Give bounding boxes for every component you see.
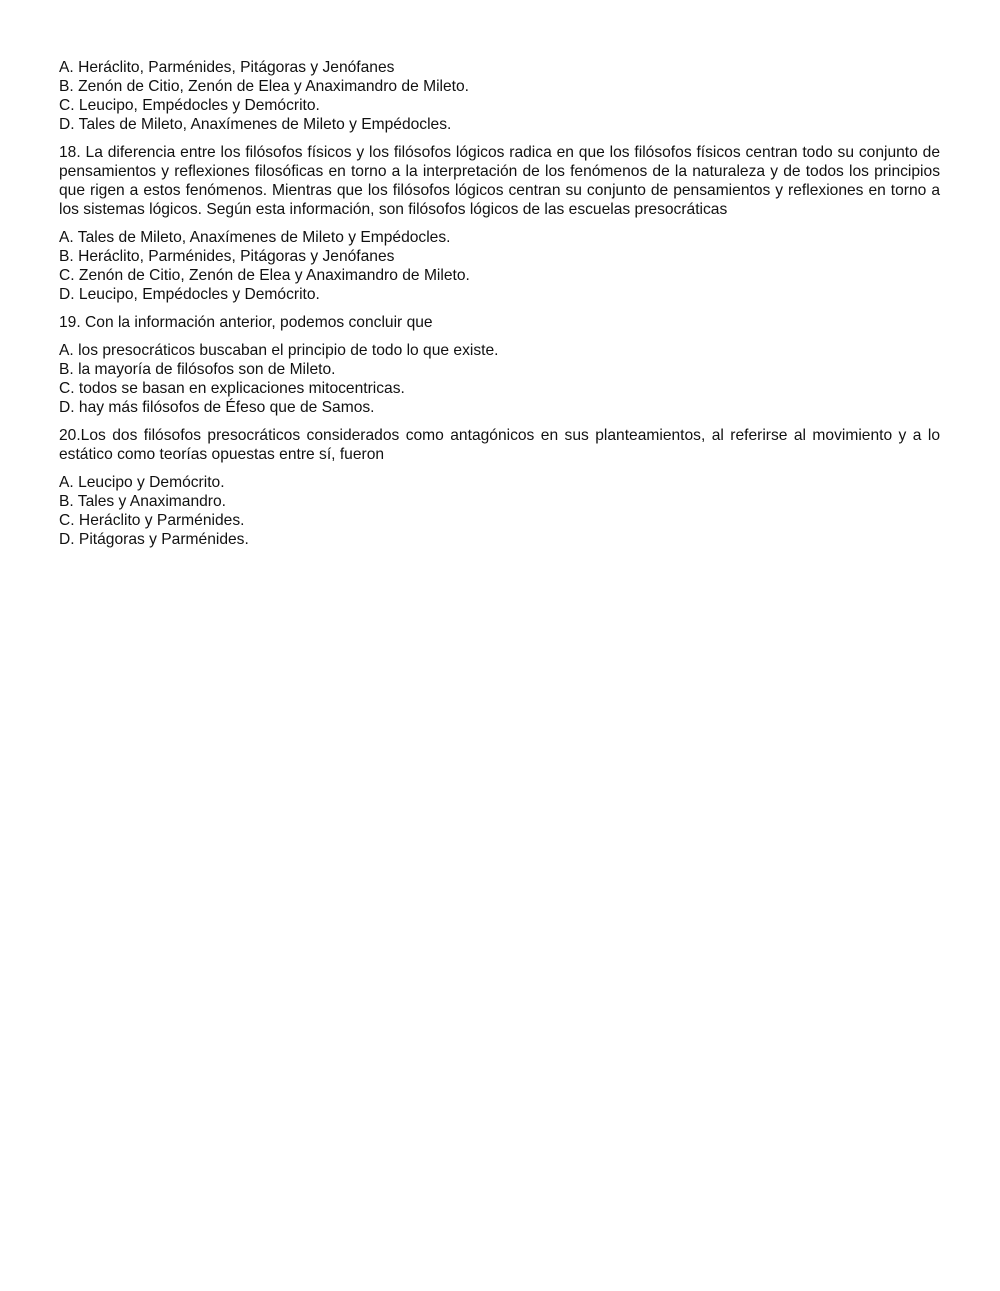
option-d[interactable]: D. hay más filósofos de Éfeso que de Samos. [59,399,375,416]
question-18-text: 18. La diferencia entre los filósofos físicos y los filósofos lógicos radica en que los filósofos físicos centran todo su conjunto de pensamientos y reflexiones filosóficas en torno a la interpretación de los fenómenos de la naturaleza y de todos los principios que rigen a estos fenómenos. Mientras que los filósofos lógicos centran su conjunto de pensamientos y reflexiones en torno a los sistemas lógicos. Según esta información, son filósofos lógicos de las escuelas presocráticas [59,144,940,218]
question-18-options [59,228,940,304]
option-a[interactable]: A. Leucipo y Demócrito. [59,474,225,491]
option-b[interactable]: B. Tales y Anaximandro. [59,493,226,510]
question-17-options [59,58,940,134]
worksheet-page [59,58,940,558]
question-20-options [59,473,940,549]
question-20-text: 20.Los dos filósofos presocráticos considerados como antagónicos en sus planteamientos, al referirse al movimiento y a lo estático como teorías opuestas entre sí, fueron [59,427,940,463]
option-d[interactable]: D. Tales de Mileto, Anaxímenes de Mileto y Empédocles. [59,116,452,133]
option-b[interactable]: B. Zenón de Citio, Zenón de Elea y Anaximandro de Mileto. [59,78,470,95]
question-19-text: 19. Con la información anterior, podemos concluir que [59,314,433,331]
option-d[interactable]: D. Leucipo, Empédocles y Demócrito. [59,286,320,303]
option-b[interactable]: B. Heráclito, Parménides, Pitágoras y Jenófanes [59,248,395,265]
option-d[interactable]: D. Pitágoras y Parménides. [59,531,249,548]
option-b[interactable]: B. la mayoría de filósofos son de Mileto. [59,361,336,378]
question-19-options [59,341,940,417]
option-a[interactable]: A. Heráclito, Parménides, Pitágoras y Jenófanes [59,59,395,76]
option-c[interactable]: C. Zenón de Citio, Zenón de Elea y Anaximandro de Mileto. [59,267,470,284]
option-a[interactable]: A. los presocráticos buscaban el principio de todo lo que existe. [59,342,499,359]
option-c[interactable]: C. todos se basan en explicaciones mitocentricas. [59,380,405,397]
option-c[interactable]: C. Leucipo, Empédocles y Demócrito. [59,97,320,114]
option-a[interactable]: A. Tales de Mileto, Anaxímenes de Mileto y Empédocles. [59,229,451,246]
option-c[interactable]: C. Heráclito y Parménides. [59,512,245,529]
